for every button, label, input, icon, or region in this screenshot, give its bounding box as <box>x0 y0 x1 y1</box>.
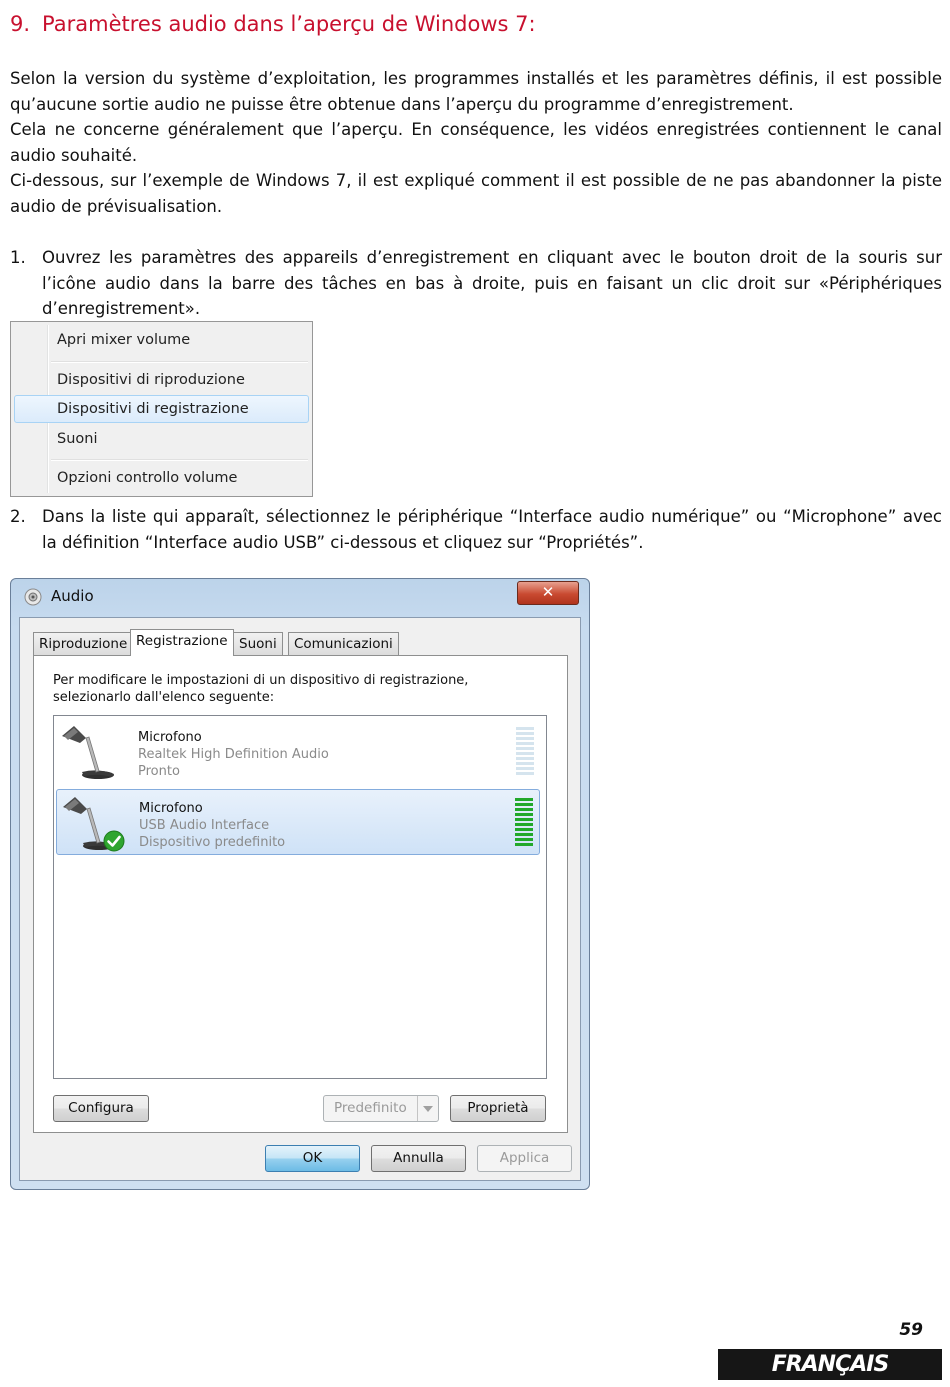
device-name: Microfono <box>139 801 203 816</box>
configure-button[interactable]: Configura <box>53 1095 149 1122</box>
level-segment <box>515 838 533 841</box>
step-text: Dans la liste qui apparaît, sélectionnez le périphérique “Interface audio numérique” ou “Microphone” avec la définition “Interface audio USB” ci-dessous et cliquez sur “Propriétés”. <box>42 507 942 552</box>
level-segment <box>515 798 533 801</box>
device-status: Pronto <box>138 764 180 779</box>
level-segment <box>515 818 533 821</box>
device-status: Dispositivo predefinito <box>139 835 286 850</box>
context-menu <box>10 321 313 497</box>
instructions-line: Per modificare le impostazioni di un dispositivo di registrazione, <box>53 673 469 688</box>
device-driver: USB Audio Interface <box>139 818 270 833</box>
level-segment <box>515 828 533 831</box>
intro-paragraph: Ci-dessous, sur l’exemple de Windows 7, il est expliqué comment il est possible de ne pas abandonner la piste audio de prévisualisation. <box>10 171 942 216</box>
dialog-body <box>19 617 581 1181</box>
device-text <box>139 800 285 851</box>
level-segment <box>515 823 533 826</box>
menu-separator <box>51 361 308 363</box>
section-title <box>10 12 536 36</box>
level-segment <box>516 727 534 730</box>
set-default-label: Predefinito <box>334 1100 407 1116</box>
chevron-down-icon[interactable] <box>417 1096 438 1121</box>
dialog-titlebar[interactable] <box>11 579 589 611</box>
audio-dialog <box>10 578 590 1190</box>
section-number: 9. <box>10 12 31 36</box>
level-segment <box>516 757 534 760</box>
apply-button[interactable]: Applica <box>477 1145 572 1172</box>
instructions-line: selezionarlo dall'elenco seguente: <box>53 690 275 705</box>
language-badge: FRANÇAIS <box>718 1349 942 1380</box>
step-2 <box>10 504 942 555</box>
step-text: Ouvrez les paramètres des appareils d’enregistrement en cliquant avec le bouton droit de la souris sur l’icône audio dans la barre des tâches en bas à droite, puis en faisant un clic droit sur «Périphériques d’enregistrement». <box>42 248 942 319</box>
instructions-text <box>53 672 468 706</box>
tab-sounds[interactable]: Suoni <box>233 632 283 655</box>
level-segment <box>516 732 534 735</box>
cancel-button[interactable]: Annulla <box>371 1145 466 1172</box>
level-segment <box>516 742 534 745</box>
intro-paragraph: Selon la version du système d’exploitation, les programmes installés et les paramètres définis, il est possible qu’aucune sortie audio ne puisse être obtenue dans l’aperçu du programme d’enregistrement. <box>10 69 942 114</box>
check-icon <box>103 830 125 852</box>
menu-item-recording-devices[interactable]: Dispositivi di registrazione <box>14 395 309 423</box>
section-title-text: Paramètres audio dans l’aperçu de Windows 7: <box>42 12 536 36</box>
device-driver: Realtek High Definition Audio <box>138 747 329 762</box>
close-button[interactable]: ✕ <box>517 581 579 605</box>
ok-button[interactable]: OK <box>265 1145 360 1172</box>
level-segment <box>515 803 533 806</box>
device-text <box>138 729 329 780</box>
speaker-icon <box>24 588 42 606</box>
level-meter <box>516 727 534 779</box>
level-segment <box>515 843 533 846</box>
tab-communications[interactable]: Comunicazioni <box>288 632 399 655</box>
intro-paragraph: Cela ne concerne généralement que l’aperçu. En conséquence, les vidéos enregistrées contiennent le canal audio souhaité. <box>10 120 942 165</box>
level-segment <box>516 762 534 765</box>
level-segment <box>515 813 533 816</box>
tab-playback[interactable]: Riproduzione <box>33 632 133 655</box>
page-number: 59 <box>899 1320 923 1340</box>
step-1 <box>10 245 942 322</box>
device-row-selected[interactable] <box>56 789 540 855</box>
menu-item-playback-devices[interactable]: Dispositivi di riproduzione <box>57 372 245 388</box>
menu-item-volume-control-options[interactable]: Opzioni controllo volume <box>57 470 238 486</box>
intro-text <box>10 66 942 220</box>
level-segment <box>516 767 534 770</box>
microphone-icon <box>58 722 120 782</box>
level-segment <box>515 808 533 811</box>
device-row[interactable] <box>56 719 540 785</box>
level-meter <box>515 798 533 850</box>
step-number: 1. <box>10 248 26 267</box>
properties-button[interactable]: Proprietà <box>450 1095 546 1122</box>
level-segment <box>516 747 534 750</box>
dialog-title: Audio <box>51 587 94 605</box>
level-segment <box>515 833 533 836</box>
menu-item-open-volume-mixer[interactable]: Apri mixer volume <box>57 332 191 348</box>
step-number: 2. <box>10 507 26 526</box>
device-list[interactable] <box>53 715 547 1079</box>
level-segment <box>516 737 534 740</box>
level-segment <box>516 772 534 775</box>
menu-separator <box>51 459 308 461</box>
level-segment <box>516 752 534 755</box>
menu-item-sounds[interactable]: Suoni <box>57 431 98 447</box>
set-default-button[interactable] <box>323 1095 439 1122</box>
tab-recording[interactable]: Registrazione <box>130 629 234 656</box>
recording-panel <box>33 655 568 1133</box>
device-name: Microfono <box>138 730 202 745</box>
